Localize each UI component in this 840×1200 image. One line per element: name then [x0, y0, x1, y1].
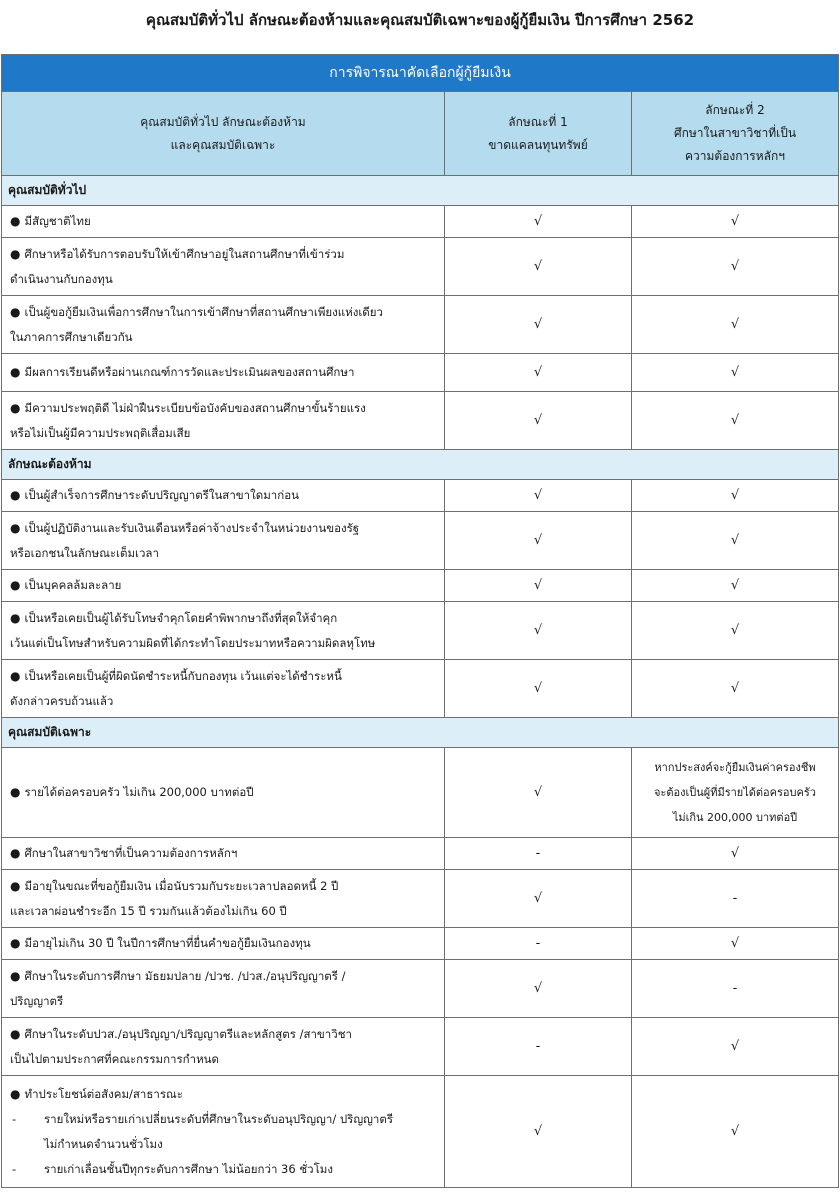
criterion-text: ศึกษาในสาขาวิชาที่เป็นความต้องการหลักฯ [24, 846, 238, 860]
type-1-mark: √ [445, 870, 632, 928]
criterion-cell [2, 748, 445, 838]
criterion-cell [2, 928, 445, 960]
criterion-text: ศึกษาหรือได้รับการตอบรับให้เข้าศึกษาอยู่ในสถานศึกษาที่เข้าร่วม [24, 246, 345, 261]
header-type-2-line: ศึกษาในสาขาวิชาที่เป็น [673, 126, 797, 140]
criterion-text: มีสัญชาติไทย [24, 214, 91, 228]
bullet-icon: ● [10, 1026, 21, 1041]
type-1-mark: √ [445, 354, 632, 392]
type-2-mark: √ [632, 838, 839, 870]
bullet-icon: ● [10, 400, 21, 415]
criterion-cell [2, 602, 445, 660]
header-type-2-line: ความต้องการหลักฯ [685, 149, 785, 163]
header-type-1 [445, 92, 632, 176]
criterion-text: เว้นแต่เป็นโทษสำหรับความผิดที่ได้กระทำโดยประมาทหรือความผิดลหุโทษ [10, 635, 376, 650]
criterion-cell [2, 660, 445, 718]
header-type-1-line: ขาดแคลนทุนทรัพย์ [488, 137, 588, 152]
type-2-mark: √ [632, 602, 839, 660]
criterion-text: หรือไม่เป็นผู้มีความประพฤติเสื่อมเสีย [10, 425, 191, 440]
header-criteria-line: คุณสมบัติทั่วไป ลักษณะต้องห้าม [140, 114, 306, 129]
type-2-mark: √ [632, 1018, 839, 1076]
criterion-text: มีอายุในขณะที่ขอกู้ยืมเงิน เมื่อนับรวมกับระยะเวลาปลอดหนี้ 2 ปี [24, 878, 339, 893]
table-row [2, 960, 839, 1018]
criterion-text: ศึกษาในระดับการศึกษา มัธยมปลาย /ปวช. /ปวส./อนุปริญญาตรี / [24, 968, 346, 983]
criterion-text: ปริญญาตรี [10, 993, 64, 1008]
bullet-icon: ● [10, 246, 21, 261]
criterion-text: เป็นผู้ขอกู้ยืมเงินเพื่อการศึกษาในการเข้าศึกษาที่สถานศึกษาเพียงแห่งเดียว [24, 304, 383, 319]
type-1-mark: √ [445, 570, 632, 602]
page-title: คุณสมบัติทั่วไป ลักษณะต้องห้ามและคุณสมบัติเฉพาะของผู้กู้ยืมเงิน ปีการศึกษา 2562 [145, 11, 695, 29]
criterion-text: ทำประโยชน์ต่อสังคม/สาธารณะ [24, 1086, 183, 1101]
criterion-text: เป็นหรือเคยเป็นผู้ได้รับโทษจำคุกโดยคำพิพากษาถึงที่สุดให้จำคุก [24, 610, 338, 625]
type-1-mark: - [445, 838, 632, 870]
section-specific: คุณสมบัติเฉพาะ [2, 718, 839, 748]
criterion-cell [2, 512, 445, 570]
bullet-icon: ● [10, 578, 21, 592]
criterion-cell [2, 838, 445, 870]
criterion-cell [2, 870, 445, 928]
type-1-mark: √ [445, 480, 632, 512]
type-2-mark: √ [632, 296, 839, 354]
table-row [2, 1076, 839, 1188]
table-row [2, 480, 839, 512]
criterion-text: ดังกล่าวครบถ้วนแล้ว [10, 693, 114, 708]
table-row [2, 838, 839, 870]
table-row [2, 870, 839, 928]
criterion-cell [2, 1076, 445, 1188]
bullet-icon: ● [10, 520, 21, 535]
table-row [2, 928, 839, 960]
type-1-mark: √ [445, 238, 632, 296]
bullet-icon: ● [10, 365, 21, 379]
sub-item-continuation: ไม่กำหนดจำนวนชั่วโมง [44, 1136, 163, 1151]
table-row [2, 392, 839, 450]
table-row [2, 1018, 839, 1076]
criterion-text: เป็นผู้สำเร็จการศึกษาระดับปริญญาตรีในสาขาใดมาก่อน [24, 488, 299, 502]
criterion-text: และเวลาผ่อนชำระอีก 15 ปี รวมกันแล้วต้องไม่เกิน 60 ปี [10, 903, 287, 918]
criterion-text: เป็นผู้ปฏิบัติงานและรับเงินเดือนหรือค่าจ้างประจำในหน่วยงานของรัฐ [24, 520, 360, 535]
type-1-mark: √ [445, 296, 632, 354]
bullet-icon: ● [10, 785, 21, 799]
criterion-text: เป็นไปตามประกาศที่คณะกรรมการกำหนด [10, 1051, 219, 1066]
criterion-text: ศึกษาในระดับปวส./อนุปริญญา/ปริญญาตรีและหลักสูตร /สาขาวิชา [24, 1026, 352, 1041]
criterion-text: รายได้ต่อครอบครัว ไม่เกิน 200,000 บาทต่อปี [24, 785, 254, 799]
type-2-mark: √ [632, 512, 839, 570]
table-row [2, 748, 839, 838]
criterion-text: มีอายุไม่เกิน 30 ปี ในปีการศึกษาที่ยื่นคำขอกู้ยืมเงินกองทุน [24, 936, 311, 950]
bullet-icon: ● [10, 1086, 21, 1101]
header-criteria-line: และคุณสมบัติเฉพาะ [170, 137, 276, 152]
bullet-icon: ● [10, 846, 21, 860]
header-type-2 [632, 92, 839, 176]
header-type-1-line: ลักษณะที่ 1 [508, 114, 568, 129]
type-1-mark: √ [445, 1076, 632, 1188]
table-row [2, 354, 839, 392]
bullet-icon: ● [10, 488, 21, 502]
type-2-mark: √ [632, 660, 839, 718]
criterion-text: มีผลการเรียนดีหรือผ่านเกณฑ์การวัดและประเมินผลของสถานศึกษา [24, 365, 355, 379]
header-type-2-line: ลักษณะที่ 2 [705, 103, 765, 117]
type-1-mark: √ [445, 602, 632, 660]
table-row [2, 238, 839, 296]
table-row [2, 602, 839, 660]
type-1-mark: - [445, 928, 632, 960]
section-general: คุณสมบัติทั่วไป [2, 176, 839, 206]
table-row [2, 206, 839, 238]
bullet-icon: ● [10, 304, 21, 319]
criteria-table [1, 54, 839, 1188]
type-2-mark: √ [632, 1076, 839, 1188]
dash-icon: - [12, 1111, 17, 1126]
note-line: หากประสงค์จะกู้ยืมเงินค่าครองชีพ [654, 761, 816, 774]
type-2-mark: √ [632, 480, 839, 512]
bullet-icon: ● [10, 936, 21, 950]
criterion-cell [2, 570, 445, 602]
bullet-icon: ● [10, 878, 21, 893]
criterion-cell [2, 480, 445, 512]
bullet-icon: ● [10, 668, 21, 683]
header-criteria [2, 92, 445, 176]
criterion-cell [2, 296, 445, 354]
criterion-cell [2, 354, 445, 392]
section-prohibited: ลักษณะต้องห้าม [2, 450, 839, 480]
note-line: ไม่เกิน 200,000 บาทต่อปี [672, 811, 798, 824]
criterion-text: ดำเนินงานกับกองทุน [10, 271, 113, 286]
type-1-mark: - [445, 1018, 632, 1076]
note-line: จะต้องเป็นผู้ที่มีรายได้ต่อครอบครัว [654, 786, 816, 799]
sub-item [10, 1107, 438, 1132]
type-2-mark: √ [632, 206, 839, 238]
bullet-icon: ● [10, 610, 21, 625]
criterion-text: มีความประพฤติดี ไม่ฝ่าฝืนระเบียบข้อบังคับของสถานศึกษาขั้นร้ายแรง [24, 400, 366, 415]
table-row [2, 512, 839, 570]
type-2-mark: √ [632, 928, 839, 960]
table-row [2, 296, 839, 354]
criterion-text: ในภาคการศึกษาเดียวกัน [10, 329, 133, 344]
criterion-text: เป็นหรือเคยเป็นผู้ที่ผิดนัดชำระหนี้กับกองทุน เว้นแต่จะได้ชำระหนี้ [24, 668, 342, 683]
bullet-icon: ● [10, 214, 21, 228]
type-2-mark: - [632, 960, 839, 1018]
type-2-note [632, 748, 839, 838]
criterion-cell [2, 206, 445, 238]
sub-item-text: รายใหม่หรือรายเก่าเปลี่ยนระดับที่ศึกษาในระดับอนุปริญญา/ ปริญญาตรี [44, 1111, 394, 1126]
type-2-mark: √ [632, 570, 839, 602]
criterion-text: เป็นบุคคลล้มละลาย [24, 578, 122, 592]
table-banner: การพิจารณาคัดเลือกผู้กู้ยืมเงิน [2, 55, 839, 92]
type-1-mark: √ [445, 206, 632, 238]
type-2-mark: √ [632, 354, 839, 392]
type-1-mark: √ [445, 660, 632, 718]
type-1-mark: √ [445, 748, 632, 838]
type-2-mark: √ [632, 238, 839, 296]
table-row [2, 660, 839, 718]
criterion-cell [2, 238, 445, 296]
bullet-icon: ● [10, 968, 21, 983]
criterion-cell [2, 960, 445, 1018]
criterion-text: หรือเอกชนในลักษณะเต็มเวลา [10, 545, 159, 560]
type-2-mark: √ [632, 392, 839, 450]
type-1-mark: √ [445, 392, 632, 450]
type-1-mark: √ [445, 512, 632, 570]
criterion-cell [2, 392, 445, 450]
dash-icon: - [12, 1161, 17, 1176]
type-2-mark: - [632, 870, 839, 928]
table-row [2, 570, 839, 602]
sub-item-text: รายเก่าเลื่อนชั้นปีทุกระดับการศึกษา ไม่น้อยกว่า 36 ชั่วโมง [44, 1161, 333, 1176]
criterion-cell [2, 1018, 445, 1076]
sub-item [10, 1157, 438, 1182]
type-1-mark: √ [445, 960, 632, 1018]
